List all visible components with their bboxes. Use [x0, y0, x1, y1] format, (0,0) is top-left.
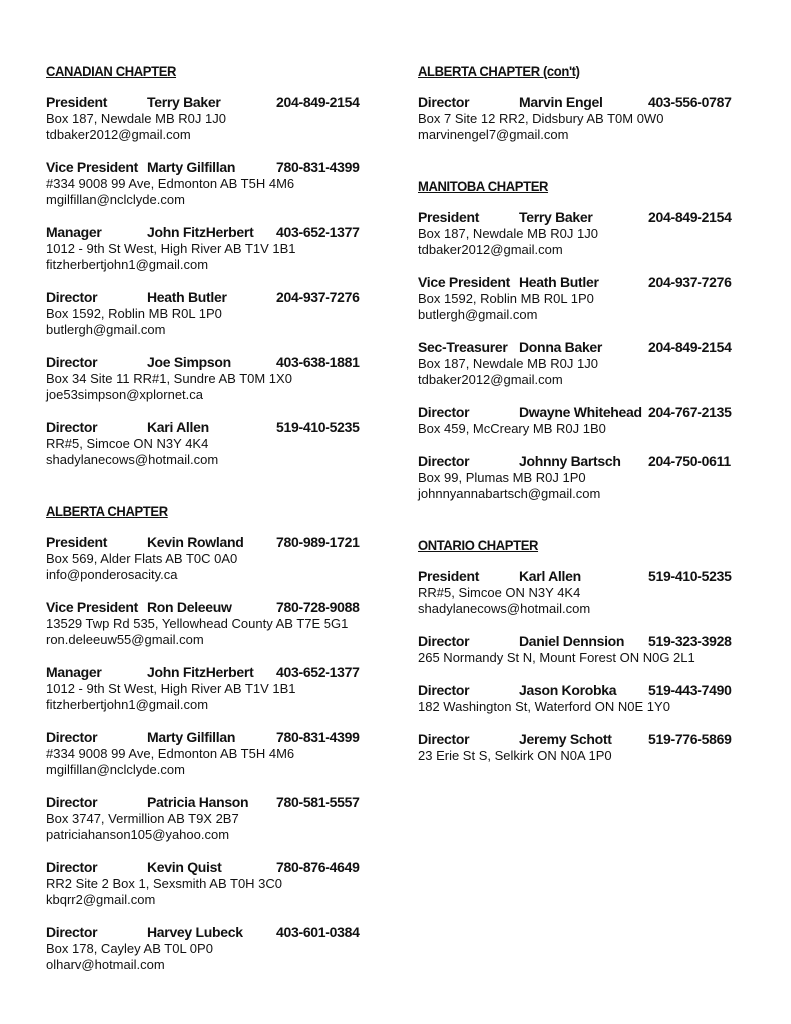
contact-header	[418, 209, 778, 226]
contact-header	[46, 729, 406, 746]
contact-email[interactable]: patriciahanson105@yahoo.com	[46, 827, 230, 842]
chapter-alberta-chapter-con-t	[418, 62, 778, 177]
contact-role: Vice President	[418, 274, 511, 290]
section-spacer	[46, 484, 406, 502]
contact-phone: 780-581-5557	[276, 794, 360, 810]
contact-name: Marty Gilfillan	[147, 159, 236, 175]
contact-role: Director	[46, 289, 98, 305]
contact-name: Jason Korobka	[519, 682, 617, 698]
contact-name: Joe Simpson	[147, 354, 231, 370]
chapter-title: CANADIAN CHAPTER	[46, 63, 177, 79]
contact-header	[46, 354, 406, 371]
contact-address: Box 178, Cayley AB T0L 0P0	[46, 941, 213, 956]
contact-address: Box 34 Site 11 RR#1, Sundre AB T0M 1X0	[46, 371, 292, 386]
contact-role: Vice President	[46, 599, 139, 615]
contact-role: Director	[46, 859, 98, 875]
contact-name: Harvey Lubeck	[147, 924, 243, 940]
contact-role: President	[46, 94, 108, 110]
right-column	[418, 62, 778, 780]
contact-header	[418, 633, 778, 650]
contact-header	[46, 419, 406, 436]
contact-entry	[418, 339, 778, 388]
contact-address: Box 1592, Roblin MB R0L 1P0	[46, 306, 222, 321]
contact-name: Karl Allen	[519, 568, 581, 584]
contact-phone: 780-728-9088	[276, 599, 360, 615]
contact-address: #334 9008 99 Ave, Edmonton AB T5H 4M6	[46, 176, 295, 191]
contact-role: Manager	[46, 664, 102, 680]
contact-address: 265 Normandy St N, Mount Forest ON N0G 2L1	[418, 650, 695, 665]
contact-header	[46, 794, 406, 811]
contact-header	[46, 599, 406, 616]
contact-address: Box 187, Newdale MB R0J 1J0	[46, 111, 226, 126]
contact-email[interactable]: tdbaker2012@gmail.com	[46, 127, 191, 142]
contact-header	[46, 224, 406, 241]
contact-email[interactable]: joe53simpson@xplornet.ca	[46, 387, 204, 402]
contact-entry	[418, 274, 778, 323]
contact-phone: 204-937-7276	[276, 289, 360, 305]
contact-phone: 204-767-2135	[648, 404, 732, 420]
contact-phone: 519-410-5235	[276, 419, 360, 435]
chapter-title: ONTARIO CHAPTER	[418, 537, 539, 553]
contact-address: RR#5, Simcoe ON N3Y 4K4	[418, 585, 581, 600]
contact-name: Ron Deleeuw	[147, 599, 232, 615]
contact-address: Box 569, Alder Flats AB T0C 0A0	[46, 551, 238, 566]
chapter-ontario-chapter	[418, 536, 778, 764]
contact-phone: 780-876-4649	[276, 859, 360, 875]
contact-name: Heath Butler	[519, 274, 599, 290]
chapter-canadian-chapter	[46, 62, 406, 502]
contact-email[interactable]: fitzherbertjohn1@gmail.com	[46, 697, 209, 712]
contact-email[interactable]: shadylanecows@hotmail.com	[46, 452, 219, 467]
contact-role: President	[418, 209, 480, 225]
contact-role: Vice President	[46, 159, 139, 175]
contact-email[interactable]: butlergh@gmail.com	[46, 322, 166, 337]
contact-address: Box 1592, Roblin MB R0L 1P0	[418, 291, 594, 306]
contact-email[interactable]: tdbaker2012@gmail.com	[418, 372, 563, 387]
contact-phone: 204-849-2154	[276, 94, 360, 110]
contact-entry	[418, 209, 778, 258]
contact-phone: 519-410-5235	[648, 568, 732, 584]
contact-address: 13529 Twp Rd 535, Yellowhead County AB T7E 5G1	[46, 616, 349, 631]
contact-role: Director	[46, 794, 98, 810]
contact-entry	[46, 224, 406, 273]
contact-role: Director	[46, 729, 98, 745]
contact-email[interactable]: tdbaker2012@gmail.com	[418, 242, 563, 257]
contact-role: Manager	[46, 224, 102, 240]
left-column	[46, 62, 406, 989]
contact-role: Director	[46, 924, 98, 940]
contact-address: Box 3747, Vermillion AB T9X 2B7	[46, 811, 239, 826]
contact-role: Director	[46, 419, 98, 435]
contact-phone: 519-776-5869	[648, 731, 732, 747]
contact-name: Terry Baker	[519, 209, 593, 225]
contact-email[interactable]: johnnyannabartsch@gmail.com	[418, 486, 601, 501]
contact-entry	[418, 568, 778, 617]
chapter-title: ALBERTA CHAPTER (con't)	[418, 63, 580, 79]
contact-role: Director	[418, 633, 470, 649]
contact-phone: 204-750-0611	[648, 453, 731, 469]
contact-entry	[46, 289, 406, 338]
contact-entry	[418, 453, 778, 502]
contact-phone: 204-849-2154	[648, 209, 732, 225]
contact-email[interactable]: butlergh@gmail.com	[418, 307, 538, 322]
contact-entry	[46, 94, 406, 143]
contact-email[interactable]: kbqrr2@gmail.com	[46, 892, 156, 907]
contact-entry	[46, 419, 406, 468]
chapter-alberta-chapter	[46, 502, 406, 973]
section-spacer	[418, 159, 778, 177]
contact-name: Patricia Hanson	[147, 794, 249, 810]
contact-name: Dwayne Whitehead	[519, 404, 642, 420]
contact-email[interactable]: marvinengel7@gmail.com	[418, 127, 569, 142]
contact-entry	[46, 599, 406, 648]
contact-phone: 403-638-1881	[276, 354, 360, 370]
contact-role: Director	[418, 94, 470, 110]
contact-address: 182 Washington St, Waterford ON N0E 1Y0	[418, 699, 670, 714]
contact-role: Sec-Treasurer	[418, 339, 508, 355]
contact-header	[418, 682, 778, 699]
contact-header	[418, 339, 778, 356]
chapter-title: ALBERTA CHAPTER	[46, 503, 168, 519]
contact-name: John FitzHerbert	[147, 664, 254, 680]
contact-name: John FitzHerbert	[147, 224, 254, 240]
contact-address: #334 9008 99 Ave, Edmonton AB T5H 4M6	[46, 746, 295, 761]
contact-entry	[46, 924, 406, 973]
contact-phone: 204-849-2154	[648, 339, 732, 355]
contact-role: Director	[418, 682, 470, 698]
contact-entry	[46, 534, 406, 583]
contact-name: Johnny Bartsch	[519, 453, 621, 469]
contact-role: Director	[418, 731, 470, 747]
chapter-manitoba-chapter	[418, 177, 778, 536]
contact-header	[418, 404, 778, 421]
contact-address: RR#5, Simcoe ON N3Y 4K4	[46, 436, 209, 451]
contact-name: Donna Baker	[519, 339, 603, 355]
contact-email[interactable]: ron.deleeuw55@gmail.com	[46, 632, 204, 647]
contact-email[interactable]: olharv@hotmail.com	[46, 957, 165, 972]
contact-address: Box 187, Newdale MB R0J 1J0	[418, 356, 598, 371]
contact-name: Kari Allen	[147, 419, 209, 435]
contact-phone: 403-601-0384	[276, 924, 360, 940]
contact-email[interactable]: fitzherbertjohn1@gmail.com	[46, 257, 209, 272]
contact-phone: 403-652-1377	[276, 224, 360, 240]
contact-entry	[418, 94, 778, 143]
contact-phone: 403-652-1377	[276, 664, 360, 680]
contact-entry	[418, 633, 778, 666]
contact-address: Box 187, Newdale MB R0J 1J0	[418, 226, 598, 241]
contact-email[interactable]: mgilfillan@nclclyde.com	[46, 192, 185, 207]
contact-address: 23 Erie St S, Selkirk ON N0A 1P0	[418, 748, 612, 763]
contact-name: Kevin Quist	[147, 859, 222, 875]
contact-entry	[46, 159, 406, 208]
contact-name: Daniel Dennsion	[519, 633, 625, 649]
contact-address: 1012 - 9th St West, High River AB T1V 1B1	[46, 681, 296, 696]
contact-entry	[46, 354, 406, 403]
contact-header	[46, 159, 406, 176]
contact-header	[46, 289, 406, 306]
contact-role: Director	[46, 354, 98, 370]
contact-header	[46, 534, 406, 551]
contact-header	[46, 924, 406, 941]
contact-role: President	[46, 534, 108, 550]
contact-header	[46, 859, 406, 876]
contact-header	[46, 664, 406, 681]
contact-header	[418, 453, 778, 470]
contact-header	[418, 568, 778, 585]
contact-phone: 204-937-7276	[648, 274, 732, 290]
contact-entry	[46, 664, 406, 713]
contact-address: Box 459, McCreary MB R0J 1B0	[418, 421, 606, 436]
contact-entry	[418, 731, 778, 764]
contact-name: Terry Baker	[147, 94, 221, 110]
chapter-title: MANITOBA CHAPTER	[418, 178, 549, 194]
contact-phone: 519-323-3928	[648, 633, 732, 649]
section-spacer	[418, 518, 778, 536]
contact-name: Marty Gilfillan	[147, 729, 236, 745]
contact-address: Box 7 Site 12 RR2, Didsbury AB T0M 0W0	[418, 111, 664, 126]
contact-email[interactable]: info@ponderosacity.ca	[46, 567, 178, 582]
contact-email[interactable]: mgilfillan@nclclyde.com	[46, 762, 185, 777]
contact-entry	[46, 729, 406, 778]
contact-email[interactable]: shadylanecows@hotmail.com	[418, 601, 591, 616]
contact-role: Director	[418, 404, 470, 420]
contact-role: President	[418, 568, 480, 584]
contact-phone: 780-831-4399	[276, 159, 360, 175]
contact-phone: 780-989-1721	[276, 534, 360, 550]
contact-name: Kevin Rowland	[147, 534, 244, 550]
contact-entry	[46, 794, 406, 843]
contact-header	[418, 94, 778, 111]
contact-entry	[418, 682, 778, 715]
contact-name: Marvin Engel	[519, 94, 603, 110]
contact-address: Box 99, Plumas MB R0J 1P0	[418, 470, 586, 485]
contact-role: Director	[418, 453, 470, 469]
contact-name: Heath Butler	[147, 289, 227, 305]
contact-phone: 403-556-0787	[648, 94, 732, 110]
contact-address: 1012 - 9th St West, High River AB T1V 1B1	[46, 241, 296, 256]
contact-address: RR2 Site 2 Box 1, Sexsmith AB T0H 3C0	[46, 876, 283, 891]
contact-header	[418, 274, 778, 291]
contact-header	[46, 94, 406, 111]
contact-phone: 780-831-4399	[276, 729, 360, 745]
contact-phone: 519-443-7490	[648, 682, 732, 698]
contact-entry	[46, 859, 406, 908]
contact-header	[418, 731, 778, 748]
contact-entry	[418, 404, 778, 437]
contact-name: Jeremy Schott	[519, 731, 612, 747]
